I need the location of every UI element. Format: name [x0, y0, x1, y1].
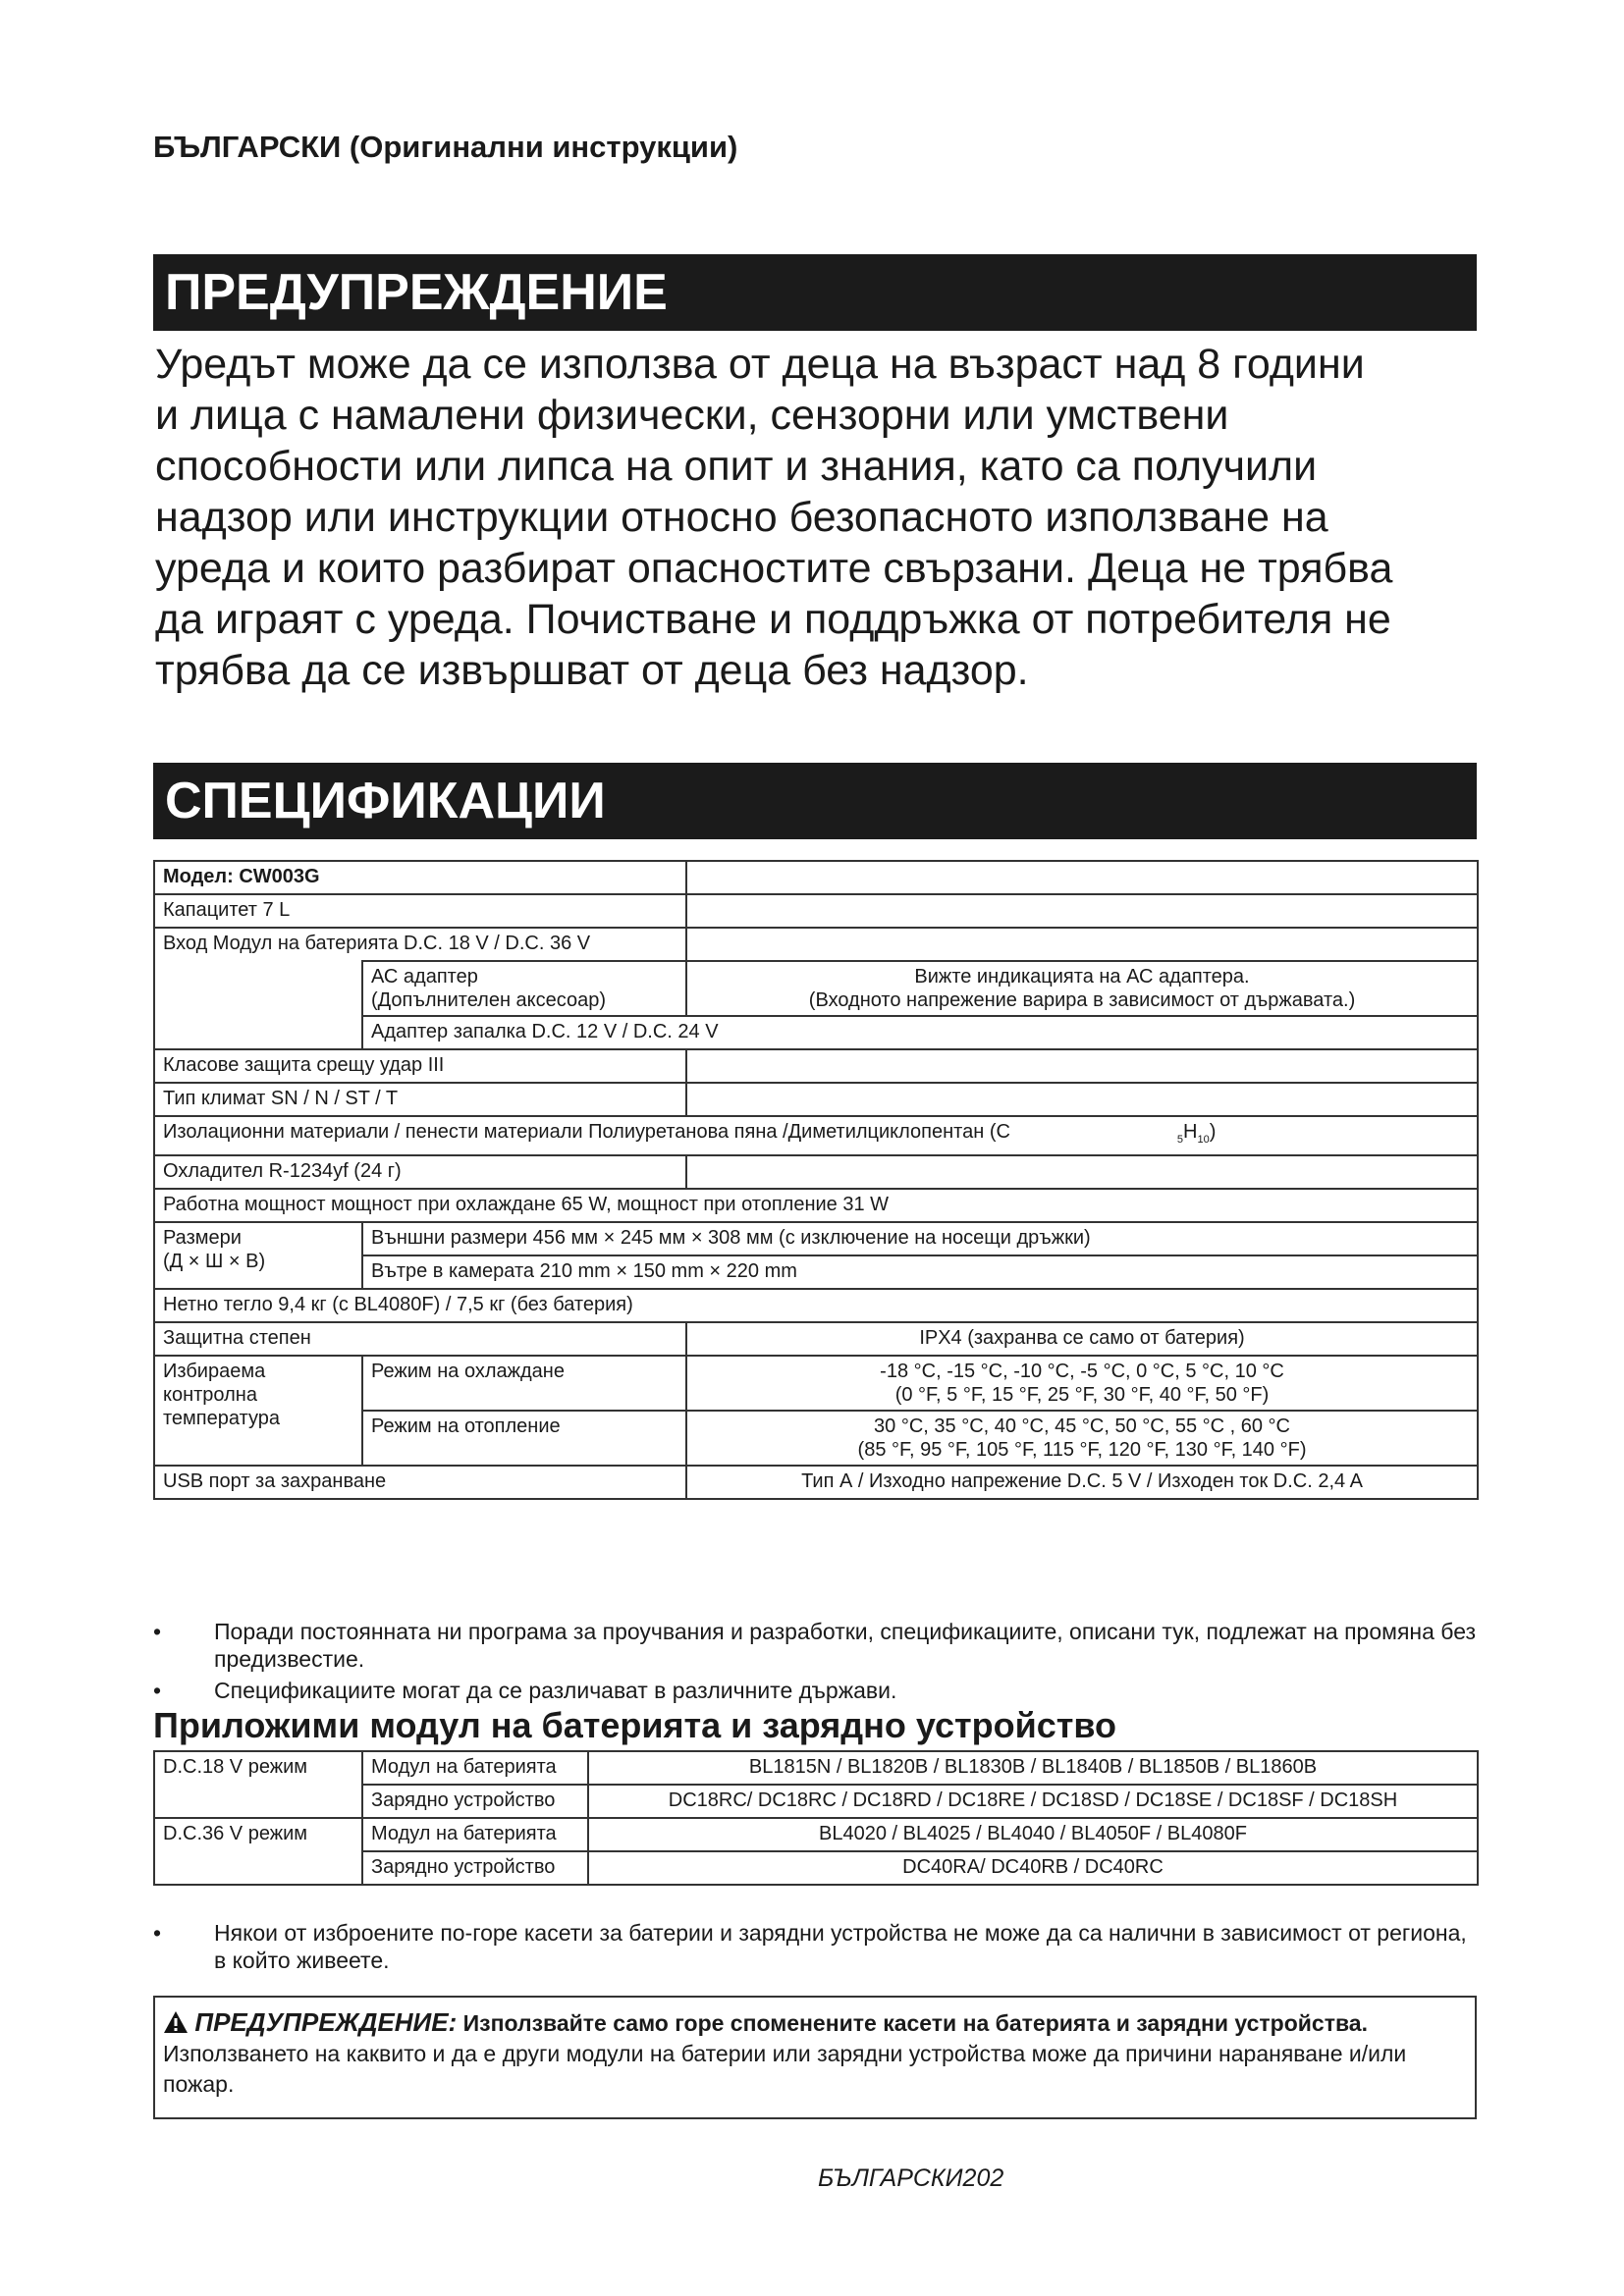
empty-cell	[154, 961, 362, 1049]
table-row	[154, 1322, 1478, 1356]
temp-label-line: температура	[163, 1408, 280, 1429]
table-row	[154, 1049, 1478, 1083]
note-item	[153, 1919, 1477, 1974]
battery-label: Модул на батерията	[362, 1751, 588, 1785]
table-row	[154, 1751, 1478, 1785]
capacity-cell: Капацитет 7 L	[154, 894, 686, 928]
table-row	[154, 1116, 1478, 1155]
warning-line: способности или липса на опит и знания, като са получили	[155, 443, 1318, 490]
temp-label-line: Избираема	[163, 1361, 266, 1382]
heat-celsius: 30 °C, 35 °C, 40 °C, 45 °C, 50 °C, 55 °C , 60 °C	[874, 1415, 1290, 1437]
warning-paragraph	[155, 339, 1481, 696]
ac-adapter-cell	[362, 961, 686, 1016]
usb-value-cell: Тип А / Изходно напрежение D.C. 5 V / Изходен ток D.C. 2,4 A	[686, 1466, 1478, 1499]
note-item	[153, 1618, 1477, 1673]
empty-cell	[686, 861, 1478, 894]
warning-body-text: Използването на каквито и да е други модули на батерии или зарядни устройства може да причини нараняване и/или пожар.	[163, 2041, 1407, 2097]
ac-adapter-label: АС адаптер	[371, 966, 478, 988]
cooling-values	[686, 1356, 1478, 1411]
table-row	[154, 1083, 1478, 1116]
climate-cell: Тип климат SN / N / ST / T	[154, 1083, 686, 1116]
insulation-sub: 5	[1176, 1134, 1184, 1146]
note-text: Поради постоянната ни програма за проучвания и разработки, спецификациите, описани тук, подлежат на промяна без предизвестие.	[214, 1619, 1477, 1672]
usb-label-cell: USB порт за захранване	[154, 1466, 686, 1499]
warning-line: трябва да се извършват от деца без надзор.	[155, 647, 1029, 694]
warning-label: ПРЕДУПРЕЖДЕНИЕ:	[194, 2007, 458, 2037]
table-row	[154, 1189, 1478, 1222]
region-note	[153, 1919, 1477, 1978]
warning-line: надзор или инструкции относно безопасното използване на	[155, 494, 1328, 541]
mode-36v: D.C.36 V режим	[154, 1818, 362, 1885]
spec-banner: СПЕЦИФИКАЦИИ	[153, 763, 1477, 839]
warning-line: Уредът може да се използва от деца на възраст над 8 години	[155, 341, 1365, 388]
table-row	[154, 1818, 1478, 1851]
empty-cell	[686, 1155, 1478, 1189]
warning-banner: ПРЕДУПРЕЖДЕНИЕ	[153, 254, 1477, 331]
page-footer: БЪЛГАРСКИ202	[818, 2164, 1004, 2192]
charger-18v-list: DC18RC/ DC18RC / DC18RD / DC18RE / DC18SD / DC18SE / DC18SF / DC18SH	[588, 1785, 1478, 1818]
heat-fahrenheit: (85 °F, 95 °F, 105 °F, 115 °F, 120 °F, 130 °F, 140 °F)	[857, 1439, 1307, 1461]
cool-celsius: -18 °C, -15 °C, -10 °C, -5 °C, 0 °C, 5 °C, 10 °C	[880, 1361, 1284, 1382]
insulation-end: )	[1209, 1121, 1217, 1143]
battery-heading: Приложими модул на батерията и зарядно устройство	[153, 1705, 1117, 1745]
input-cell: Вход Модул на батерията D.C. 18 V / D.C. 36 V	[154, 928, 686, 961]
insulation-cell	[154, 1116, 1478, 1155]
table-row	[154, 961, 1478, 1016]
cooling-mode-label: Режим на охлаждане	[362, 1356, 686, 1411]
note-item	[153, 1677, 1477, 1704]
spec-table	[153, 860, 1479, 1500]
charger-36v-list: DC40RA/ DC40RB / DC40RC	[588, 1851, 1478, 1885]
dimensions-label	[154, 1222, 362, 1289]
bullet: •	[153, 1619, 162, 1644]
dims-label-line: (Д × Ш × В)	[163, 1251, 266, 1272]
model-cell: Модел: CW003G	[154, 861, 686, 894]
warning-bold-text: Използвайте само горе споменените касети на батерията и зарядни	[462, 2010, 1229, 2036]
heating-values	[686, 1411, 1478, 1466]
insulation-h: H	[1183, 1121, 1198, 1143]
warning-bold-text: устройства.	[1234, 2010, 1368, 2036]
language-header: БЪЛГАРСКИ (Оригинални инструкции)	[153, 130, 738, 164]
bullet: •	[153, 1920, 162, 1946]
empty-cell	[686, 1049, 1478, 1083]
temperature-label	[154, 1356, 362, 1466]
note-text: Спецификациите могат да се различават в различните държави.	[214, 1678, 897, 1703]
charger-label: Зарядно устройство	[362, 1851, 588, 1885]
weight-cell: Нетно тегло 9,4 кг (с BL4080F) / 7,5 кг (без батерия)	[154, 1289, 1478, 1322]
car-adapter-cell: Адаптер запалка D.C. 12 V / D.C. 24 V	[362, 1016, 1478, 1049]
protection-class-cell: Класове защита срещу удар III	[154, 1049, 686, 1083]
outer-dimensions-cell: Външни размери 456 мм × 245 мм × 308 мм (с изключение на носещи дръжки)	[362, 1222, 1478, 1255]
table-row	[154, 894, 1478, 928]
empty-cell	[686, 894, 1478, 928]
battery-table	[153, 1750, 1479, 1886]
ac-value-line: (Входното напрежение варира в зависимост от държавата.)	[808, 989, 1356, 1011]
dims-label-line: Размери	[163, 1227, 242, 1249]
table-row	[154, 928, 1478, 961]
insulation-sub: 10	[1197, 1134, 1210, 1146]
battery-18v-list: BL1815N / BL1820B / BL1830B / BL1840B / BL1850B / BL1860B	[588, 1751, 1478, 1785]
table-row	[154, 1222, 1478, 1255]
ip-label-cell: Защитна степен	[154, 1322, 686, 1356]
empty-cell	[686, 1083, 1478, 1116]
warning-line: уреда и които разбират опасностите свързани. Деца не трябва	[155, 545, 1393, 592]
table-row	[154, 1356, 1478, 1411]
power-cell: Работна мощност мощност при охлаждане 65 W, мощност при отопление 31 W	[154, 1189, 1478, 1222]
ac-adapter-note: (Допълнителен аксесоар)	[371, 989, 607, 1011]
battery-36v-list: BL4020 / BL4025 / BL4040 / BL4050F / BL4080F	[588, 1818, 1478, 1851]
table-row	[154, 1289, 1478, 1322]
ac-adapter-value	[686, 961, 1478, 1016]
insulation-text: Изолационни материали / пенести материали Полиуретанова пяна /Диметилциклопентан (С	[163, 1121, 1010, 1143]
table-row	[154, 1155, 1478, 1189]
warning-line: да играят с уреда. Почистване и поддръжка от потребителя не	[155, 596, 1391, 643]
warning-line: и лица с намалени физически, сензорни или умствени	[155, 392, 1229, 439]
note-text: Някои от изброените по-горе касети за батерии и зарядни устройства не може да са налични в зависимост от региона, в който живеете.	[214, 1920, 1467, 1973]
charger-label: Зарядно устройство	[362, 1785, 588, 1818]
ip-value-cell: IPX4 (захранва се само от батерия)	[686, 1322, 1478, 1356]
table-row	[154, 1466, 1478, 1499]
heating-mode-label: Режим на отопление	[362, 1411, 686, 1466]
table-row	[154, 861, 1478, 894]
mode-18v: D.C.18 V режим	[154, 1751, 362, 1818]
temp-label-line: контролна	[163, 1384, 257, 1406]
ac-value-line: Вижте индикацията на АС адаптера.	[914, 966, 1250, 988]
battery-label: Модул на батерията	[362, 1818, 588, 1851]
inner-dimensions-cell: Вътре в камерата 210 mm × 150 mm × 220 mm	[362, 1255, 1478, 1289]
bullet: •	[153, 1678, 162, 1703]
cool-fahrenheit: (0 °F, 5 °F, 15 °F, 25 °F, 30 °F, 40 °F, 50 °F)	[894, 1384, 1270, 1406]
warning-triangle-icon	[163, 2010, 189, 2034]
battery-warning-box	[153, 1996, 1477, 2119]
empty-cell	[686, 928, 1478, 961]
refrigerant-cell: Охладител R-1234yf (24 г)	[154, 1155, 686, 1189]
spec-notes	[153, 1618, 1477, 1708]
